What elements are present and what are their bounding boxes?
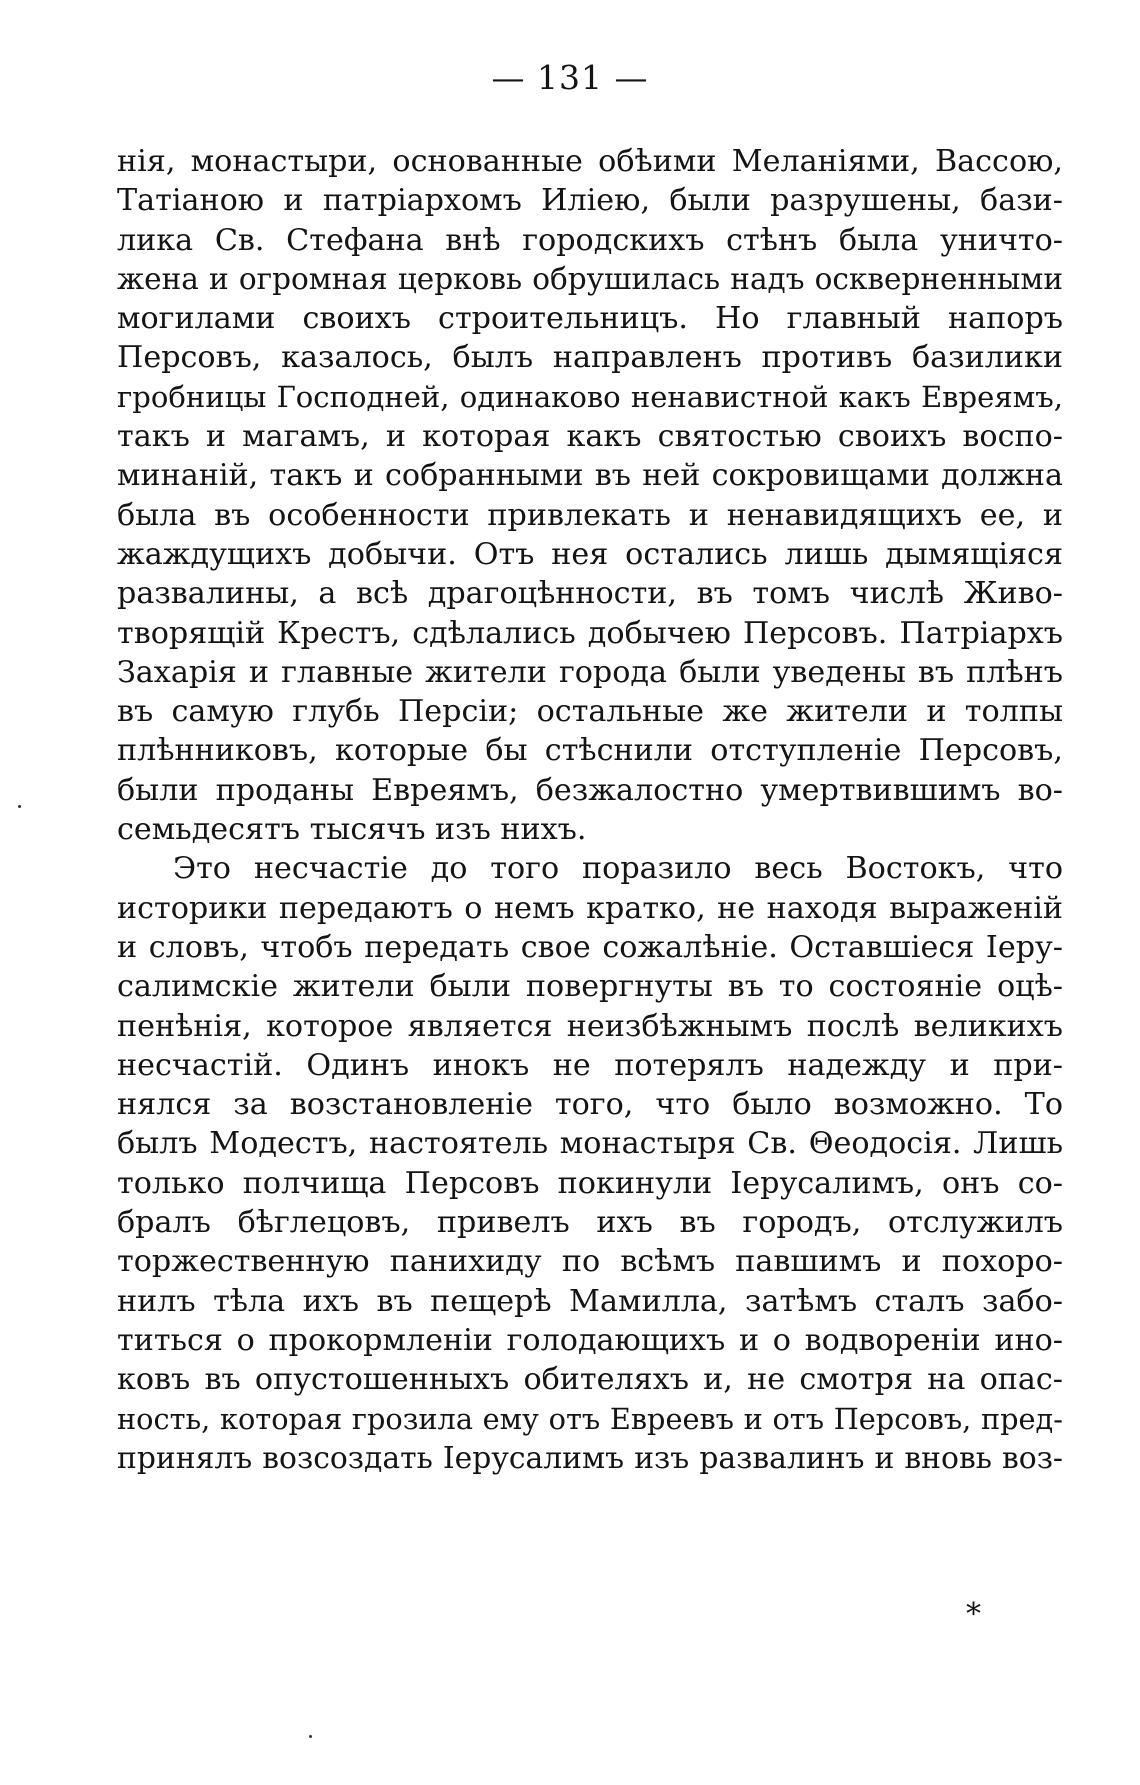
text-line: былъ Модестъ, настоятель монастыря Св. Θеодосія. Лишь: [117, 1126, 1063, 1162]
text-line: развалины, а всѣ драгоцѣнности, въ томъ числѣ Живо-: [117, 576, 1063, 612]
text-line: нялся за возстановленіе того, что было возможно. То: [117, 1087, 1063, 1123]
text-line: салимскіе жители были повергнуты въ то состояніе оцѣ-: [117, 969, 1063, 1005]
text-line: гробницы Господней, одинаково ненавистной какъ Евреямъ,: [117, 379, 1063, 414]
text-line: ковъ въ опустошенныхъ обителяхъ и, не смотря на опас-: [117, 1362, 1063, 1398]
text-line: и словъ, чтобъ передать свое сожалѣніе. Оставшіеся Іеру-: [117, 929, 1063, 965]
text-line: минаній, такъ и собранными въ ней сокровищами должна: [117, 458, 1063, 494]
paper-speck: [18, 805, 21, 808]
page-number: — 131 —: [491, 58, 649, 97]
text-line: могилами своихъ строительницъ. Но главный напоръ: [117, 301, 1063, 337]
text-line: жаждущихъ добычи. Отъ нея остались лишь дымящіяся: [117, 536, 1063, 572]
text-line: нилъ тѣла ихъ въ пещерѣ Мамилла, затѣмъ сталъ забо-: [117, 1283, 1063, 1319]
text-line: Персовъ, казалось, былъ направленъ противъ базилики: [117, 340, 1063, 376]
text-line: бралъ бѣглецовъ, привелъ ихъ въ городъ, отслужилъ: [117, 1205, 1063, 1241]
signature-mark: *: [966, 1597, 981, 1632]
text-line: торжественную панихиду по всѣмъ павшимъ и похоро-: [117, 1244, 1063, 1280]
text-line: плѣнниковъ, которые бы стѣснили отступленіе Персовъ,: [117, 733, 1063, 769]
paragraph-end-line: семьдесятъ тысячъ изъ нихъ.: [117, 812, 587, 848]
text-line: Захарія и главные жители города были уведены въ плѣнъ: [117, 654, 1063, 690]
text-line: такъ и магамъ, и которая какъ святостью своихъ воспо-: [117, 419, 1063, 455]
text-line: жена и огромная церковь обрушилась надъ оскверненными: [117, 261, 1063, 296]
text-line: ность, которая грозила ему отъ Евреевъ и отъ Персовъ, пред-: [117, 1401, 1063, 1436]
text-line: творящій Крестъ, сдѣлались добычею Персовъ. Патріархъ: [117, 615, 1063, 651]
body-text: [117, 142, 1063, 1478]
text-line: только полчища Персовъ покинули Іерусалимъ, онъ со-: [117, 1165, 1063, 1201]
text-line: лика Св. Стефана внѣ городскихъ стѣнъ была уничто-: [117, 222, 1063, 258]
text-line: несчастій. Одинъ инокъ не потерялъ надежду и при-: [117, 1047, 1063, 1083]
text-line: Татіаною и патріархомъ Иліею, были разрушены, бази-: [117, 183, 1063, 219]
paragraph-start-line: Это несчастіе до того поразило весь Востокъ, что: [173, 851, 1063, 887]
text-line: пенѣнія, которое является неизбѣжнымъ послѣ великихъ: [117, 1008, 1063, 1044]
text-line: были проданы Евреямъ, безжалостно умертвившимъ во-: [117, 772, 1063, 808]
text-line: титься о прокормленіи голодающихъ и о водвореніи ино-: [117, 1322, 1063, 1358]
text-line: нія, монастыри, основанные обѣими Меланіями, Вассою,: [117, 144, 1063, 179]
paper-speck: [309, 1735, 312, 1738]
text-line: принялъ возсоздать Іерусалимъ изъ развалинъ и вновь воз-: [117, 1440, 1063, 1476]
text-line: была въ особенности привлекать и ненавидящихъ ее, и: [117, 497, 1063, 533]
text-line: въ самую глубь Персіи; остальные же жители и толпы: [117, 694, 1063, 730]
text-line: историки передаютъ о немъ кратко, не находя выраженій: [117, 890, 1063, 926]
